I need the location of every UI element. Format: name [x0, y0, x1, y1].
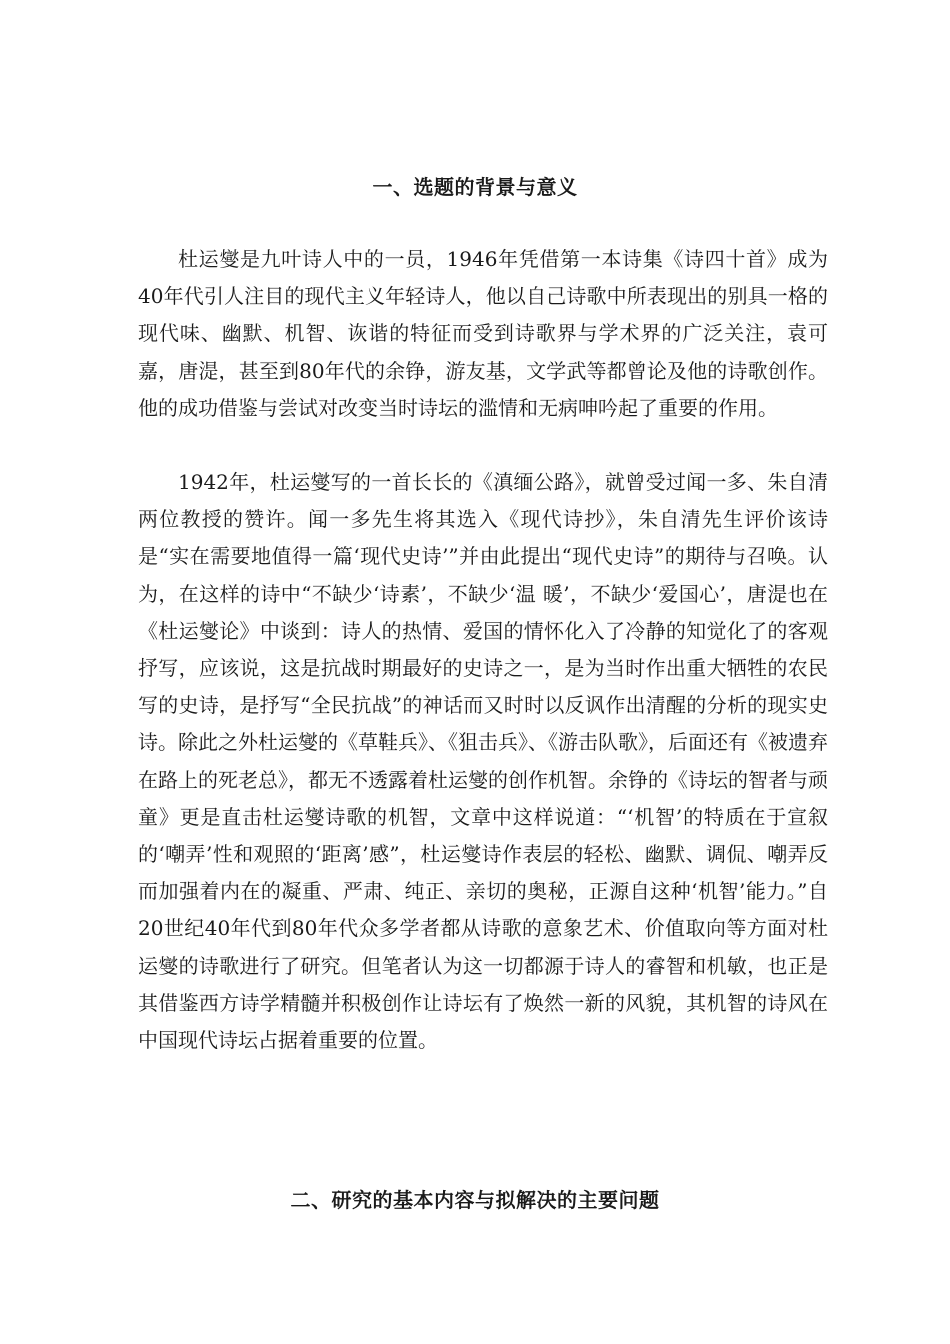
paragraph-intro: 杜运燮是九叶诗人中的一员，1946年凭借第一本诗集《诗四十首》成为40年代引人注目的现代主义年轻诗人，他以自己诗歌中所表现出的别具一格的现代味、幽默、机智、诙谐的特征而受到诗歌界与学术界的广泛关注，袁可嘉，唐湜，甚至到80年代的余铮，游友基，文学武等都曾论及他的诗歌创作。他的成功借鉴与尝试对改变当时诗坛的滥情和无病呻吟起了重要的作用。 [138, 247, 828, 420]
section-body-background [138, 241, 828, 427]
paragraph-research-review: 1942年，杜运燮写的一首长长的《滇缅公路》，就曾受过闻一多、朱自清两位教授的赞许。闻一多先生将其选入《现代诗抄》，朱自清先生评价该诗是“实在需要地值得一篇‘现代史诗’”并由此提出“现代史诗”的期待与召唤。认为，在这样的诗中“不缺少‘诗素’，不缺少‘温 暖’，不缺少‘爱国心’，唐湜也在《杜运燮论》中谈到：诗人的热情、爱国的情怀化入了冷静的知觉化了的客观抒写，应该说，这是抗战时期最好的史诗之一，是为当时作出重大牺牲的农民写的史诗，是抒写“全民抗战”的神话而又时时以反讽作出清醒的分析的现实史诗。除此之外杜运燮的《草鞋兵》、《狙击兵》、《游击队歌》，后面还有《被遗弃在路上的死老总》，都无不透露着杜运燮的创作机智。余铮的《诗坛的智者与顽童》更是直击杜运燮诗歌的机智，文章中这样说道：“‘机智’的特质在于宣叙的‘嘲弄’性和观照的‘距离’感”，杜运燮诗作表层的轻松、幽默、调侃、嘲弄反而加强着内在的凝重、严肃、纯正、亲切的奥秘，正源自这种‘机智’能力。”自20世纪40年代到80年代众多学者都从诗歌的意象艺术、价值取向等方面对杜运燮的诗歌进行了研究。但笔者认为这一切都源于诗人的睿智和机敏，也正是其借鉴西方诗学精髓并积极创作让诗坛有了焕然一新的风貌，其机智的诗风在中国现代诗坛占据着重要的位置。 [138, 470, 828, 1053]
section-heading-content: 二、研究的基本内容与拟解决的主要问题 [290, 1188, 660, 1212]
section-body-background-2 [138, 464, 828, 1059]
section-heading-background: 一、选题的背景与意义 [372, 175, 578, 199]
